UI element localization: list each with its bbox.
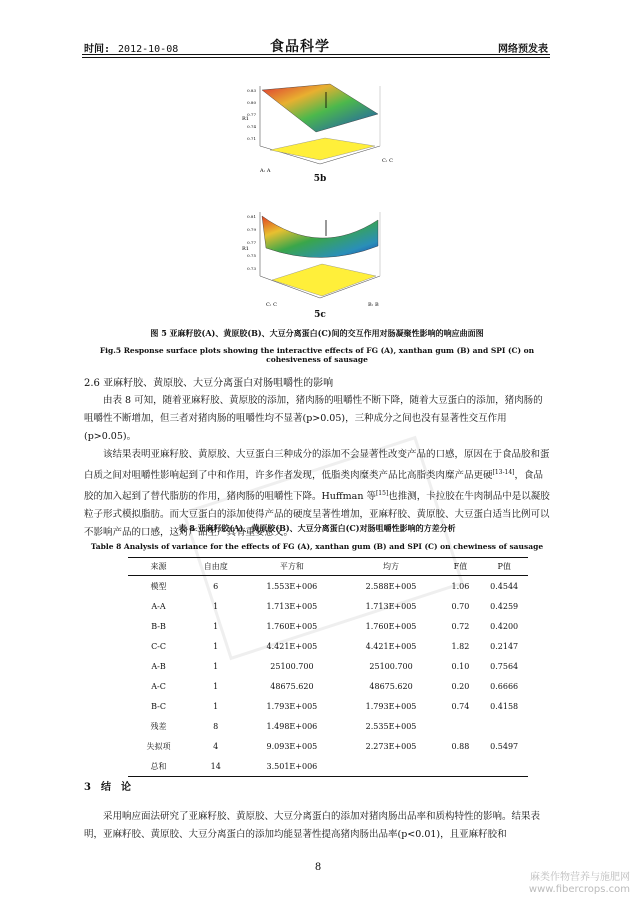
citation: [13-14]	[492, 469, 515, 476]
table-cell: 0.7564	[490, 661, 519, 671]
table-cell: 4	[213, 741, 219, 751]
table-cell: 3.501E+006	[242, 756, 341, 777]
table-header-row	[128, 558, 528, 576]
table-cell: A-A	[151, 601, 166, 611]
table-cell: 1.793E+005	[266, 701, 318, 711]
y-tick-label: 0.75	[247, 253, 256, 258]
table-cell: 0.4259	[490, 601, 519, 611]
y-tick-label: 0.79	[247, 227, 256, 232]
table-cell: 1.760E+005	[266, 621, 318, 631]
table-cell: 残差	[150, 721, 167, 731]
axis-label-x2: C: C	[382, 158, 393, 164]
surface-plot-5c	[230, 206, 410, 310]
journal-logo: 食品科学	[270, 39, 330, 55]
y-tick-label: 0.80	[247, 100, 256, 105]
table-cell: 1.498E+006	[266, 721, 318, 731]
table-cell: 4.421E+005	[266, 641, 318, 651]
table-cell	[441, 756, 481, 777]
figure-5b	[230, 80, 410, 188]
figure-caption-cn: 图 5 亚麻籽胶(A)、黄原胶(B)、大豆分离蛋白(C)间的交互作用对肠凝聚性影响的响应曲面图	[150, 328, 484, 338]
table-cell: 1	[213, 681, 219, 691]
watermark-line: 麻类作物营养与施肥网	[530, 872, 630, 883]
column-header: 平方和	[242, 558, 341, 576]
table-title-cn: 表 8 亚麻籽胶(A)、黄原胶(B)、大豆分离蛋白(C)对肠咀嚼性影响的方差分析	[178, 523, 456, 533]
figure-caption-en: Fig.5 Response surface plots showing the interactive effects of FG (A), xanthan gum (B) and SPI (C) on cohesiveness of sausage	[99, 346, 535, 364]
table-cell: 9.093E+005	[266, 741, 318, 751]
table-row	[128, 636, 528, 656]
table-cell	[480, 756, 528, 777]
table-title-en: Table 8 Analysis of variance for the effects of FG (A), xanthan gum (B) and SPI (C) on chewiness of sausage	[90, 542, 544, 551]
table-cell: 2.535E+005	[365, 721, 417, 731]
table-cell: 0.4200	[490, 621, 519, 631]
table-cell	[341, 756, 440, 777]
table-cell: 0.88	[451, 741, 470, 751]
column-header: F值	[441, 558, 481, 576]
section-title: 3 结 论	[84, 782, 131, 793]
figure-5c	[230, 206, 410, 324]
subfigure-label: 5b	[313, 174, 327, 184]
column-header: 均方	[341, 558, 440, 576]
table-cell: B-C	[151, 701, 166, 711]
table-row	[128, 596, 528, 616]
axis-label-x1: C: C	[266, 302, 277, 308]
table-cell	[441, 716, 481, 736]
table-cell: 14	[189, 756, 242, 777]
table-cell: 0.74	[451, 701, 470, 711]
table-row	[128, 716, 528, 736]
table-cell: 4.421E+005	[365, 641, 417, 651]
section-title: 2.6 亚麻籽胶、黄原胶、大豆分离蛋白对肠咀嚼性的影响	[84, 378, 334, 389]
y-tick-label: 0.71	[247, 136, 256, 141]
table-cell: B-B	[151, 621, 166, 631]
table-cell: 0.4158	[490, 701, 519, 711]
table-cell: 0.5497	[490, 741, 519, 751]
table-cell: 2.588E+005	[365, 581, 417, 591]
table-cell: 1.793E+005	[365, 701, 417, 711]
paragraph-text: 也推测，卡拉胶在牛肉制品中是以凝胶粒子形式模拟脂肪。而大豆蛋白的添加使得产品的硬度呈著性增加，亚麻籽胶、黄原胶、大豆蛋白适当比例可以不影响产品的口感，这对产品生产具有重要意义。	[84, 491, 550, 539]
table-cell: 1	[213, 601, 219, 611]
table-row	[128, 616, 528, 636]
y-tick-label: 0.77	[247, 240, 256, 245]
table-cell	[480, 716, 528, 736]
table-cell: 1	[213, 621, 219, 631]
header-rule	[82, 54, 550, 55]
column-header: P值	[480, 558, 528, 576]
y-tick-label: 0.81	[247, 214, 256, 219]
table-cell: 模型	[150, 581, 167, 591]
table-cell: 0.10	[451, 661, 470, 671]
y-tick-label: 0.73	[247, 266, 256, 271]
table-cell: 1.82	[451, 641, 470, 651]
axis-label-y: R1	[242, 116, 249, 122]
table-cell: 1.06	[451, 581, 470, 591]
paragraph-text: 该结果表明亚麻籽胶、黄原胶、大豆蛋白三种成分的添加不会显著性改变产品的口感，原因在于食品胶和蛋白质之间对咀嚼性影响起到了中和作用，许多作者发现，低脂类肉糜类产品比高脂类肉糜产品更硬	[84, 449, 550, 482]
header-rule-thin	[82, 57, 550, 58]
table-cell: 总和	[128, 756, 189, 777]
axis-label-y: R1	[242, 246, 249, 252]
page-number: 8	[314, 862, 322, 873]
table-cell: 失拟项	[146, 741, 171, 751]
table-cell: 2.273E+005	[365, 741, 417, 751]
table-cell: 48675.620	[369, 681, 413, 691]
table-body	[128, 576, 528, 777]
table-cell: 0.20	[451, 681, 470, 691]
column-header: 来源	[128, 558, 189, 576]
watermark-line: www.fibercrops.com	[528, 884, 630, 895]
table-cell: 0.4544	[490, 581, 519, 591]
header-date-value: 2012-10-08	[118, 44, 179, 55]
header-date	[84, 40, 178, 55]
table-cell: 0.70	[451, 601, 470, 611]
table-cell: 0.6666	[490, 681, 519, 691]
table-cell: 1.713E+005	[266, 601, 318, 611]
paragraph: 由表 8 可知，随着亚麻籽胶、黄原胶的添加，猪肉肠的咀嚼性不断下降，随着大豆蛋白的添加，猪肉肠的咀嚼性不断增加，但三者对猪肉肠的咀嚼性均不显著(p>0.05)，三种成分之间也没有显著性交互作用(p>0.05)。	[84, 395, 543, 442]
table-row	[128, 676, 528, 696]
paragraph: 采用响应面法研究了亚麻籽胶、黄原胶、大豆分离蛋白的添加对猪肉肠出品率和质构特性的影响。结果表明，亚麻籽胶、黄原胶、大豆分离蛋白的添加均能显著性提高猪肉肠出品率(p<0.01)，且亚麻籽胶和	[84, 811, 541, 840]
table-cell: 6	[213, 581, 219, 591]
table-cell: 1	[213, 701, 219, 711]
table-cell: 25100.700	[369, 661, 413, 671]
y-tick-label: 0.77	[247, 112, 256, 117]
header-time-label: 时间:	[84, 44, 111, 55]
table-cell: 0.72	[451, 621, 470, 631]
table-cell: C-C	[151, 641, 167, 651]
table-cell: 1.760E+005	[365, 621, 417, 631]
table-cell: 25100.700	[270, 661, 314, 671]
y-tick-label: 0.74	[247, 124, 256, 129]
citation: [15]	[375, 490, 389, 498]
table-row	[128, 736, 528, 756]
table-row	[128, 656, 528, 676]
header-tag: 网络预发表	[498, 44, 548, 55]
table-row	[128, 696, 528, 716]
table-cell: A-C	[151, 681, 166, 691]
table-cell: 8	[213, 721, 219, 731]
table-cell: 0.2147	[490, 641, 519, 651]
anova-table	[128, 557, 528, 777]
table-cell: 48675.620	[270, 681, 314, 691]
table-cell: 1	[213, 661, 219, 671]
table-cell: A-B	[151, 661, 166, 671]
subfigure-label: 5c	[314, 310, 326, 320]
surface-plot-5b	[230, 80, 410, 176]
column-header: 自由度	[189, 558, 242, 576]
y-tick-label: 0.83	[247, 88, 256, 93]
table-cell: 1.553E+006	[266, 581, 318, 591]
axis-label-x1: A: A	[260, 168, 271, 174]
table-cell: 1	[213, 641, 219, 651]
site-watermark	[529, 872, 630, 896]
table-cell: 1.713E+005	[365, 601, 417, 611]
table-row	[128, 756, 528, 777]
paragraph-text: ，食品胶的加入起到了替代脂肪的作用，猪肉肠的咀嚼性下降。Huffman 等	[84, 470, 544, 503]
table-row	[128, 576, 528, 597]
axis-label-x2: B: B	[368, 302, 379, 308]
